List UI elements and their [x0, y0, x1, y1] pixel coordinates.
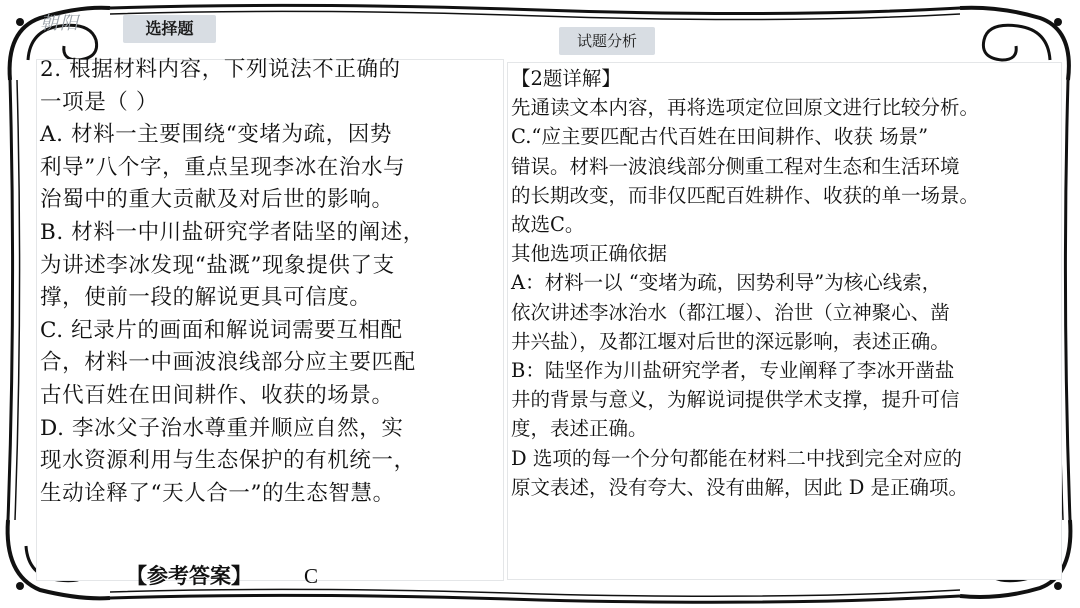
analysis-line: 错误。材料一波浪线部分侧重工程对生态和生活环境 — [511, 154, 960, 178]
answer-value: C — [304, 564, 319, 588]
option-c-line: C. 纪录片的画面和解说词需要互相配 — [40, 317, 403, 343]
answer-label: 【参考答案】 — [126, 564, 252, 588]
analysis-line: A：材料一以 “变堵为疏，因势利导”为核心线索， — [511, 271, 942, 295]
analysis-line: 原文表述，没有夸大、没有曲解，因此 D 是正确项。 — [511, 475, 969, 499]
logo-watermark: 朝阳 — [40, 13, 80, 34]
option-c-line: 合，材料一中画波浪线部分应主要匹配 — [40, 350, 416, 376]
question-type-tag: 选择题 — [123, 15, 216, 43]
analysis-line: 其他选项正确依据 — [511, 242, 668, 266]
analysis-line: B：陆坚作为川盐研究学者，专业阐释了李冰开凿盐 — [511, 359, 955, 383]
option-d-line: D. 李冰父子治水尊重并顺应自然，实 — [40, 415, 404, 441]
question-stem-line: 2. 根据材料内容，下列说法不正确的 — [40, 57, 401, 82]
option-a-line: A. 材料一主要围绕“变堵为疏，因势 — [40, 122, 392, 148]
question-text — [40, 54, 490, 510]
analysis-line: D 选项的每一个分句都能在材料二中找到完全对应的 — [511, 446, 962, 470]
analysis-line: 故选C。 — [511, 213, 585, 237]
analysis-line: 井兴盐），及都江堰对后世的深远影响，表述正确。 — [511, 329, 950, 353]
analysis-text — [511, 64, 1059, 502]
option-b-line: B. 材料一中川盐研究学者陆坚的阐述， — [40, 219, 425, 245]
option-a-line: 利导”八个字，重点呈现李冰在治水与 — [40, 154, 406, 180]
option-d-line: 生动诠释了“天人合一”的生态智慧。 — [40, 480, 395, 506]
question-stem-line: 一项是（ ） — [40, 89, 158, 115]
analysis-heading: 【2题详解】 — [511, 67, 621, 90]
analysis-line: 先通读文本内容，再将选项定位回原文进行比较分析。 — [511, 96, 980, 120]
reference-answer — [126, 561, 318, 591]
analysis-line: 井的背景与意义，为解说词提供学术支撑，提升可信 — [511, 388, 960, 412]
analysis-line: 的长期改变，而非仅匹配百姓耕作、收获的单一场景。 — [511, 183, 980, 207]
option-d-line: 现水资源利用与生态保护的有机统一， — [40, 448, 416, 474]
option-b-line: 为讲述李冰发现“盐溉”现象提供了支 — [40, 252, 395, 278]
analysis-tag: 试题分析 — [559, 27, 655, 55]
option-b-line: 撑，使前一段的解说更具可信度。 — [40, 285, 372, 311]
option-a-line: 治蜀中的重大贡献及对后世的影响。 — [40, 187, 394, 213]
analysis-line: 依次讲述李冰治水（都江堰）、治世（立神聚心、凿 — [511, 300, 950, 324]
option-c-line: 古代百姓在田间耕作、收获的场景。 — [40, 382, 394, 408]
analysis-line: 度，表述正确。 — [511, 417, 648, 441]
analysis-line: C.“应主要匹配古代百姓在田间耕作、收获 场景” — [511, 125, 929, 149]
